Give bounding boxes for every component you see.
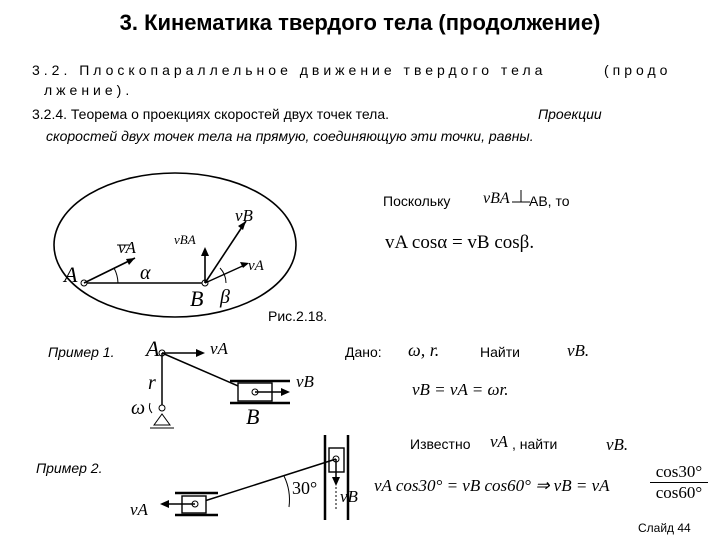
- label-point-b: B: [190, 286, 204, 311]
- given-label: Дано:: [345, 344, 382, 360]
- find-value: vB.: [567, 341, 590, 360]
- section-heading-part1: 3.2. Плоскопараллельное движение твердого тела: [32, 62, 547, 78]
- label-alpha: α: [140, 262, 151, 284]
- velocity-a-arrow: [84, 258, 135, 283]
- known-va: vA: [490, 432, 508, 451]
- label-vba: vBA: [174, 232, 196, 247]
- alpha-arc: [114, 268, 118, 283]
- label-point-a: A: [64, 262, 78, 287]
- fraction-denominator: cos60°: [655, 483, 703, 502]
- label-vb: vB: [235, 206, 253, 225]
- label-beta: β: [220, 286, 230, 308]
- ex1-label-a: A: [146, 336, 160, 361]
- theorem-heading: 3.2.4. Теорема о проекциях скоростей двух точек тела.: [32, 106, 390, 122]
- ex1-label-va: vA: [210, 339, 228, 358]
- ex1-omega-arc: [149, 403, 152, 413]
- ex1-label-omega: ω: [131, 397, 146, 419]
- theorem-text-start: Проекции: [538, 106, 602, 122]
- example1-label: Пример 1.: [48, 344, 115, 360]
- known-tail: , найти: [512, 436, 558, 452]
- ex1-label-b: B: [246, 404, 260, 429]
- velocity-a-arrowhead: [126, 258, 135, 265]
- given-value: ω, r.: [408, 340, 440, 360]
- ex1-support: [154, 414, 170, 425]
- theorem-text: скоростей двух точек тела на прямую, соединяющую эти точки, равны.: [46, 128, 534, 144]
- ex1-label-r: r: [148, 372, 156, 394]
- known-label: Известно: [410, 436, 471, 452]
- example2-label: Пример 2.: [36, 460, 103, 476]
- label-va-at-b: vA: [248, 258, 264, 274]
- ex1-velocity-b-head: [281, 388, 290, 396]
- ex2-angle-arc: [284, 476, 289, 507]
- ex2-label-va: vA: [130, 500, 148, 519]
- since-label: Поскольку: [383, 193, 451, 209]
- section-heading-part2: (продо: [604, 62, 672, 78]
- fraction: [650, 462, 708, 503]
- figure-caption: Рис.2.18.: [268, 308, 328, 324]
- fraction-numerator: cos30°: [650, 462, 708, 483]
- since-tail: AB, то: [529, 193, 570, 209]
- ex1-velocity-a-head: [196, 349, 205, 357]
- ex2-label-vb: vB: [340, 487, 358, 506]
- since-vba: vBA: [483, 190, 510, 207]
- section-heading-line2: лжение).: [44, 82, 134, 98]
- slide-number: Слайд 44: [638, 521, 691, 535]
- label-va: vA: [118, 238, 136, 257]
- ex2-angle-label: 30°: [292, 478, 318, 498]
- known-find: vB.: [606, 435, 629, 454]
- ex1-pivot: [159, 405, 165, 411]
- projection-equation: vA cosα = vB cosβ.: [385, 232, 535, 253]
- example2-equation: vA cos30° = vB cos60° ⇒ vB = vA: [374, 476, 610, 495]
- ex1-label-vb: vB: [296, 372, 314, 391]
- velocity-ba-arrowhead: [201, 247, 209, 256]
- ex2-velocity-a-head: [160, 500, 169, 508]
- slide-title: 3. Кинематика твердого тела (продолжение): [119, 10, 601, 35]
- example1-equation: vB = vA = ωr.: [412, 380, 509, 399]
- find-label: Найти: [480, 344, 520, 360]
